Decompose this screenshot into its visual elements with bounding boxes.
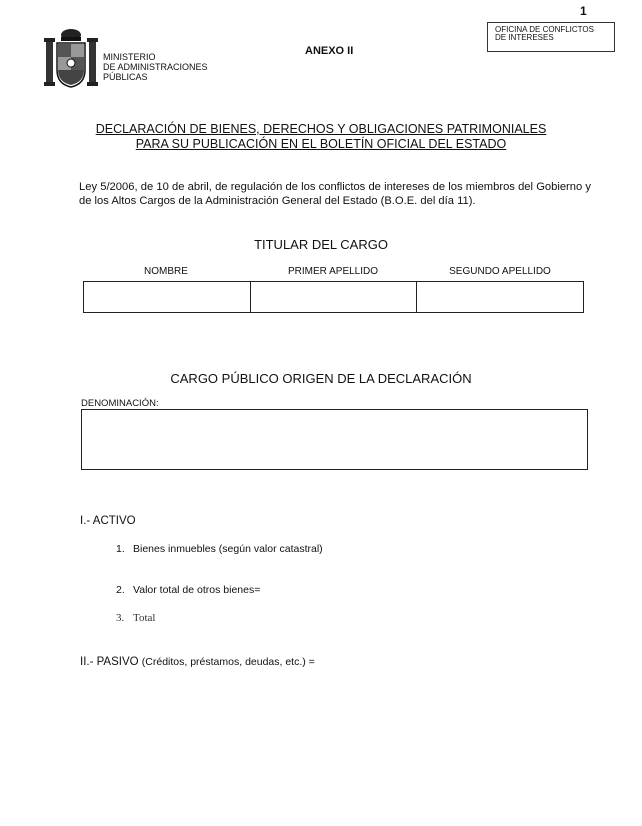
liabilities-line <box>80 656 315 668</box>
document-title-line-2: PARA SU PUBLICACIÓN EN EL BOLETÍN OFICIAL DEL ESTADO <box>135 137 507 151</box>
holder-section-heading: TITULAR DEL CARGO <box>254 237 388 252</box>
holder-name-table <box>83 281 584 313</box>
ministry-name <box>103 52 208 82</box>
column-label-name: NOMBRE <box>144 266 188 277</box>
liabilities-detail: (Créditos, préstamos, deudas, etc.) = <box>141 656 315 668</box>
annex-title: ANEXO II <box>305 45 354 57</box>
asset-item-1-label: Bienes inmuebles (según valor catastral) <box>133 543 323 555</box>
column-label-first-surname: PRIMER APELLIDO <box>287 266 379 277</box>
name-field[interactable] <box>84 282 251 312</box>
asset-item-3-label: Total <box>133 612 156 624</box>
asset-item-2-label: Valor total de otros bienes= <box>133 584 261 596</box>
office-label-box <box>487 22 615 52</box>
office-label-line-2: DE INTERESES <box>495 33 554 42</box>
column-label-second-surname: SEGUNDO APELLIDO <box>449 266 551 277</box>
assets-heading: I.- ACTIVO <box>80 515 136 527</box>
office-label-line-1: OFICINA DE CONFLICTOS <box>495 25 594 34</box>
asset-item-3-number: 3. <box>116 612 125 624</box>
ministry-line-2: DE ADMINISTRACIONES <box>103 62 208 72</box>
asset-item-1-number: 1. <box>116 543 125 555</box>
ministry-line-3: PÚBLICAS <box>103 72 148 82</box>
denomination-label: DENOMINACIÓN: <box>81 398 159 409</box>
document-title-line-1: DECLARACIÓN DE BIENES, DERECHOS Y OBLIGACIONES PATRIMONIALES <box>95 122 547 136</box>
law-reference: Ley 5/2006, de 10 de abril, de regulación de los conflictos de intereses de los miembros del Gobierno y de los Altos Cargos de la Administración General del Estado (B.O.E. del día 11). <box>79 181 591 207</box>
office-section-heading: CARGO PÚBLICO ORIGEN DE LA DECLARACIÓN <box>170 371 472 386</box>
second-surname-field[interactable] <box>417 282 583 312</box>
coat-of-arms-icon <box>44 26 98 90</box>
document-title <box>0 122 642 152</box>
liabilities-heading: II.- PASIVO <box>80 656 139 668</box>
first-surname-field[interactable] <box>251 282 418 312</box>
denomination-field[interactable] <box>81 409 588 470</box>
asset-item-2-number: 2. <box>116 584 125 596</box>
ministry-line-1: MINISTERIO <box>103 52 156 62</box>
page-number: 1 <box>580 4 587 18</box>
